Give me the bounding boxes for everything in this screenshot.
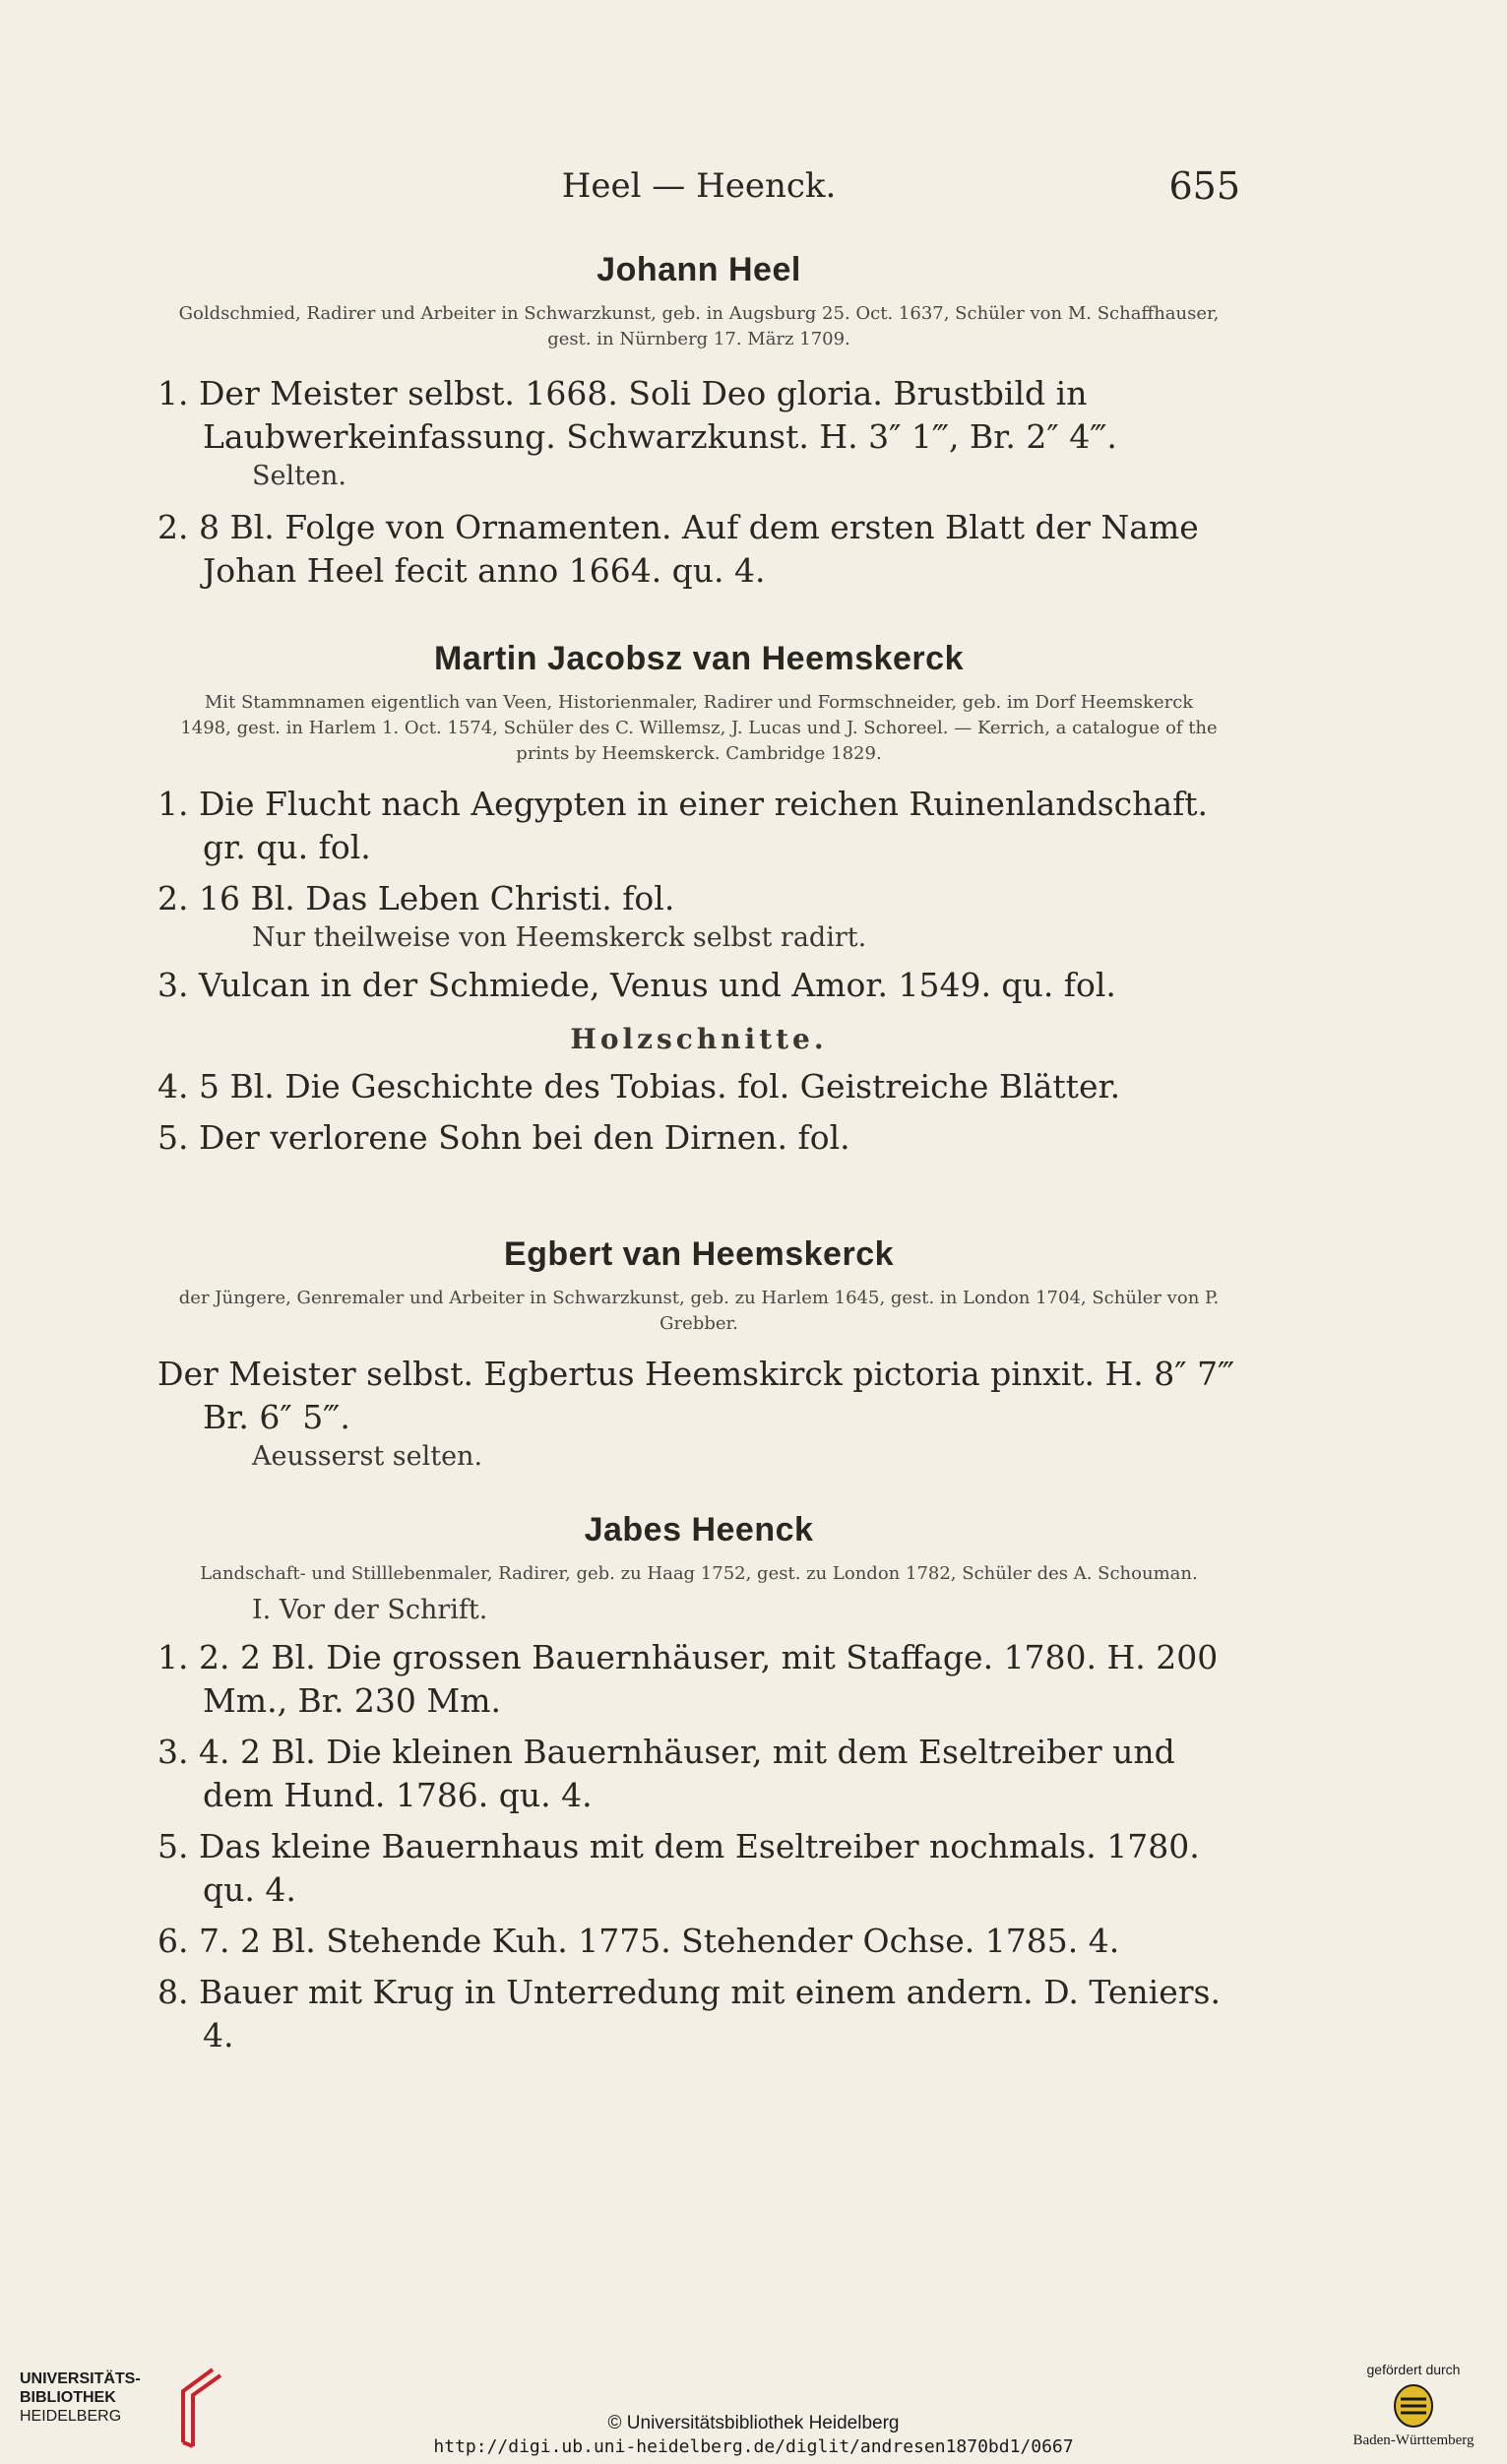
catalogue-entry: 1. 2. 2 Bl. Die grossen Bauernhäuser, mit Staffage. 1780. H. 200 Mm., Br. 230 Mm.: [157, 1638, 1219, 1720]
catalogue-entry: 4. 5 Bl. Die Geschichte des Tobias. fol. Geistreiche Blätter.: [157, 1067, 1121, 1106]
section-heading: Egbert van Heemskerck: [503, 1235, 895, 1273]
section-heading: Johann Heel: [597, 251, 801, 288]
state-note: I. Vor der Schrift.: [252, 1595, 488, 1625]
catalogue-entry: 1. Der Meister selbst. 1668. Soli Deo gloria. Brustbild in Laubwerkeinfassung. Schwarzkunst. H. 3″ 1‴, Br. 2″ 4‴.: [157, 374, 1117, 456]
subheading-woodcuts: Holzschnitte.: [570, 1023, 828, 1055]
funded-by-label: gefördert durch: [1366, 2362, 1461, 2377]
section-johann-heel: [157, 251, 1240, 593]
funder-logo[interactable]: [1340, 2362, 1487, 2449]
catalogue-entry: 1. Die Flucht nach Aegypten in einer reichen Ruinenlandschaft. gr. qu. fol.: [157, 785, 1209, 866]
page-number: 655: [1168, 164, 1240, 208]
entry-note: Aeusserst selten.: [252, 1441, 483, 1472]
section-bio: Landschaft- und Stilllebenmaler, Radirer, geb. zu Haag 1752, gest. zu London 1782, Schüler des A. Schouman.: [200, 1563, 1198, 1584]
entry-note: Nur theilweise von Heemskerck selbst radirt.: [252, 922, 867, 953]
library-name-line1: UNIVERSITÄTS-: [20, 2370, 141, 2387]
catalogue-entry: 3. Vulcan in der Schmiede, Venus und Amor. 1549. qu. fol.: [157, 966, 1116, 1004]
section-heading: Martin Jacobsz van Heemskerck: [434, 640, 964, 677]
catalogue-entry: 2. 8 Bl. Folge von Ornamenten. Auf dem ersten Blatt der Name Johan Heel fecit anno 1664. qu. 4.: [157, 508, 1199, 590]
section-martin-heemskerck: [157, 640, 1240, 1160]
section-bio: der Jüngere, Genremaler und Arbeiter in Schwarzkunst, geb. zu Harlem 1645, gest. in London 1704, Schüler von P. Grebber.: [178, 1288, 1220, 1334]
catalogue-entry: 5. Der verlorene Sohn bei den Dirnen. fol.: [157, 1118, 850, 1157]
permalink-url[interactable]: http://digi.ub.uni-heidelberg.de/diglit/andresen1870bd1/0667: [433, 2436, 1074, 2457]
section-bio: Goldschmied, Radirer und Arbeiter in Schwarzkunst, geb. in Augsburg 25. Oct. 1637, Schüler von M. Schaffhauser, gest. in Nürnberg 17. März 1709.: [178, 303, 1220, 349]
coat-of-arms-icon: [1393, 2383, 1434, 2429]
catalogue-entry: 5. Das kleine Bauernhaus mit dem Eseltreiber nochmals. 1780. qu. 4.: [157, 1827, 1200, 1909]
catalogue-entry: 8. Bauer mit Krug in Unterredung mit einem andern. D. Teniers. 4.: [157, 1973, 1221, 2054]
section-bio: Mit Stammnamen eigentlich van Veen, Historienmaler, Radirer und Formschneider, geb. im Dorf Heemskerck 1498, gest. in Harlem 1. Oct. 1574, Schüler des C. Willemsz, J. Lucas und J. Schoreel. — Kerrich, a catalogue of the prints by Heemskerck. Cambridge 1829.: [180, 692, 1218, 764]
library-name-line3: HEIDELBERG: [20, 2408, 122, 2425]
library-name-line2: BIBLIOTHEK: [20, 2389, 116, 2406]
copyright-notice: © Universitätsbibliothek Heidelberg: [607, 2413, 900, 2433]
section-heading: Jabes Heenck: [584, 1511, 814, 1548]
entry-note: Selten.: [252, 461, 346, 491]
catalogue-entry: Der Meister selbst. Egbertus Heemskirck pictoria pinxit. H. 8″ 7‴ Br. 6″ 5‴.: [157, 1355, 1235, 1436]
catalogue-entry: 6. 7. 2 Bl. Stehende Kuh. 1775. Stehender Ochse. 1785. 4.: [157, 1922, 1120, 1960]
section-egbert-heemskerck: [157, 1235, 1240, 1475]
catalogue-entry: 2. 16 Bl. Das Leben Christi. fol.: [157, 879, 675, 917]
funder-name: Baden-Württemberg: [1352, 2432, 1475, 2448]
section-jabes-heenck: [157, 1511, 1240, 2057]
running-head: [157, 162, 1240, 212]
catalogue-entry: 3. 4. 2 Bl. Die kleinen Bauernhäuser, mit dem Eseltreiber und dem Hund. 1786. qu. 4.: [157, 1733, 1175, 1814]
running-title: Heel — Heenck.: [561, 166, 837, 206]
digitization-footer: [0, 2356, 1507, 2464]
